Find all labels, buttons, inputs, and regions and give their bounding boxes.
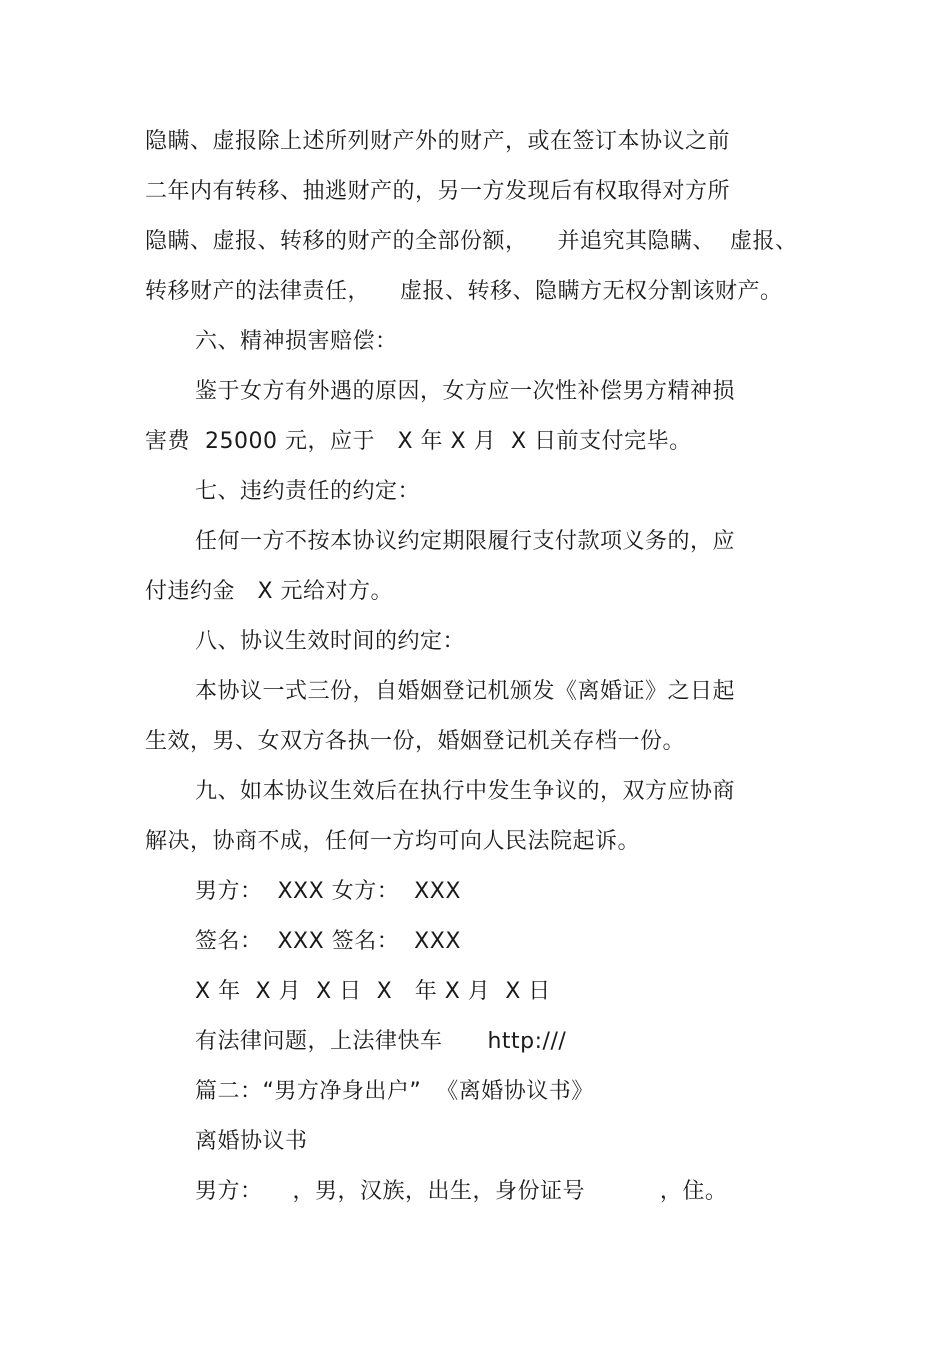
section-heading: 七、违约责任的约定： bbox=[195, 479, 421, 504]
party-line: 男方： ，男，汉族，出生，身份证号 ，住。 bbox=[195, 1179, 728, 1204]
text-line: 二年内有转移、抽逃财产的，另一方发现后有权取得对方所 bbox=[145, 179, 731, 204]
text-line: 任何一方不按本协议约定期限履行支付款项义务的，应 bbox=[195, 529, 736, 554]
text-line: 害费 25000 元，应于 X 年 X 月 X 日前支付完毕。 bbox=[145, 429, 692, 454]
text-line: 鉴于女方有外遇的原因，女方应一次性补偿男方精神损 bbox=[195, 379, 736, 404]
text-line: 有法律问题，上法律快车 http:/// bbox=[195, 1029, 567, 1054]
text-line: 隐瞒、虚报除上述所列财产外的财产，或在签订本协议之前 bbox=[145, 129, 731, 154]
signature-line: 签名： XXX 签名： XXX bbox=[195, 929, 461, 954]
text-line: 本协议一式三份，自婚姻登记机颁发《离婚证》之日起 bbox=[195, 679, 736, 704]
section-heading: 九、如本协议生效后在执行中发生争议的，双方应协商 bbox=[195, 779, 736, 804]
section-heading: 六、精神损害赔偿： bbox=[195, 329, 398, 354]
text-line: 付违约金 X 元给对方。 bbox=[145, 579, 394, 604]
section-heading: 八、协议生效时间的约定： bbox=[195, 629, 466, 654]
date-line: X 年 X 月 X 日 X 年 X 月 X 日 bbox=[195, 979, 551, 1004]
chapter-heading: 篇二：“男方净身出户” 《离婚协议书》 bbox=[195, 1079, 594, 1104]
text-line: 转移财产的法律责任， 虚报、转移、隐瞒方无权分割该财产。 bbox=[145, 279, 783, 304]
document-title: 离婚协议书 bbox=[195, 1129, 308, 1154]
party-line: 男方： XXX 女方： XXX bbox=[195, 879, 461, 904]
text-line: 解决，协商不成，任何一方均可向人民法院起诉。 bbox=[145, 829, 641, 854]
text-line: 生效，男、女双方各执一份，婚姻登记机关存档一份。 bbox=[145, 729, 686, 754]
text-line: 隐瞒、虚报、转移的财产的全部份额， 并追究其隐瞒、 虚报、 bbox=[145, 229, 798, 254]
